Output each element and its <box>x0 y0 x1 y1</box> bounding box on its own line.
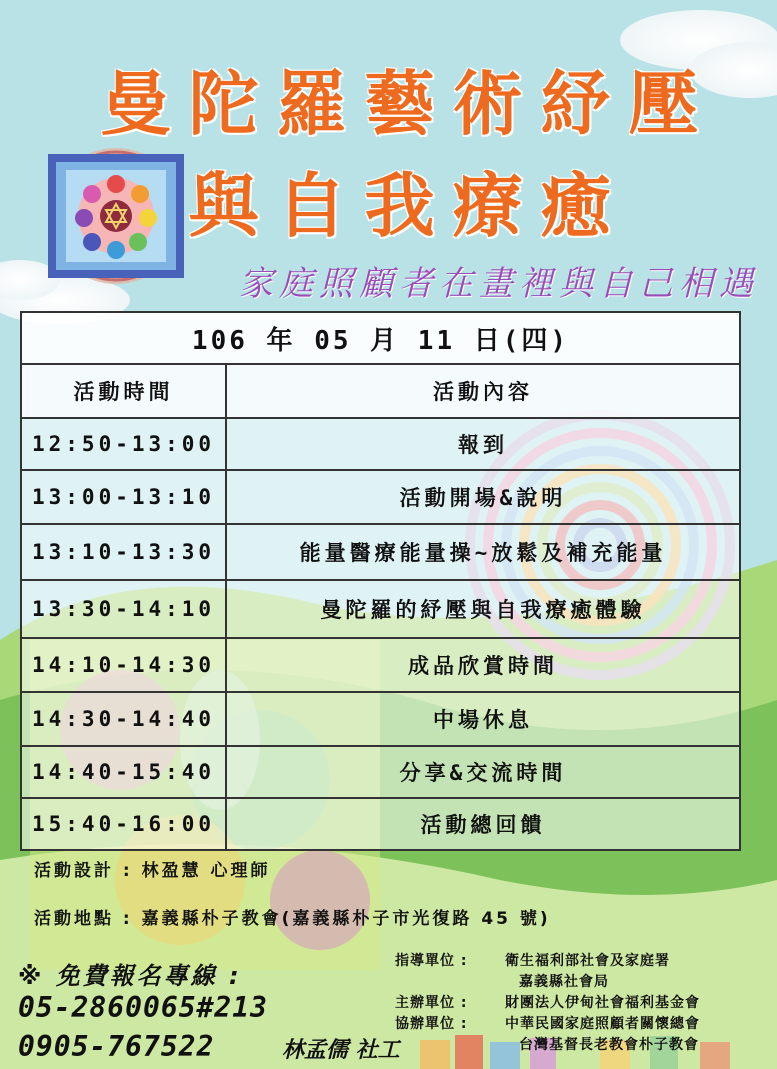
content-cell: 活動開場&說明 <box>226 470 740 524</box>
time-cell: 15:40-16:00 <box>21 798 226 850</box>
time-cell: 14:40-15:40 <box>21 746 226 798</box>
table-row <box>21 418 740 470</box>
table-row <box>21 692 740 746</box>
host-value: 財團法人伊甸社會福利基金會 <box>505 995 700 1011</box>
organizers-block <box>395 951 700 1056</box>
phone-number-2[interactable]: 0905-767522 <box>18 1030 215 1063</box>
time-cell: 13:00-13:10 <box>21 470 226 524</box>
host-label: 主辦單位 : <box>395 995 468 1011</box>
registration-label: ※ 免費報名專線 : <box>18 962 242 990</box>
content-cell: 成品欣賞時間 <box>226 638 740 692</box>
time-cell: 12:50-13:00 <box>21 418 226 470</box>
guide-value: 衛生福利部社會及家庭署 <box>505 953 670 969</box>
table-row <box>21 638 740 692</box>
title-line-1: 曼陀羅藝術紓壓 <box>100 62 717 145</box>
co-organizer-value-2: 台灣基督長老教會朴子教會 <box>519 1037 699 1053</box>
time-cell: 13:30-14:10 <box>21 580 226 638</box>
content-cell: 能量醫療能量操~放鬆及補充能量 <box>226 524 740 580</box>
co-organizer-value: 中華民國家庭照顧者關懷總會 <box>505 1016 700 1032</box>
column-header-content: 活動內容 <box>226 364 740 418</box>
co-organizer-label: 協辦單位 : <box>395 1016 468 1032</box>
content-cell: 曼陀羅的紓壓與自我療癒體驗 <box>226 580 740 638</box>
content-cell: 活動總回饋 <box>226 798 740 850</box>
subtitle: 家庭照顧者在畫裡與自己相遇 <box>239 264 759 304</box>
table-row <box>21 580 740 638</box>
table-row <box>21 524 740 580</box>
schedule-table <box>20 311 741 851</box>
activity-location: 活動地點 : 嘉義縣朴子教會(嘉義縣朴子市光復路 45 號) <box>34 909 551 929</box>
time-cell: 14:10-14:30 <box>21 638 226 692</box>
time-cell: 13:10-13:30 <box>21 524 226 580</box>
table-row <box>21 798 740 850</box>
table-row <box>21 746 740 798</box>
event-date: 106 年 05 月 11 日(四) <box>21 312 740 364</box>
title-line-2: 與自我療癒 <box>188 164 629 247</box>
content-cell: 報到 <box>226 418 740 470</box>
guide-label: 指導單位 : <box>395 953 468 969</box>
activity-designer: 活動設計 : 林盈慧 心理師 <box>34 861 271 881</box>
guide-value-2: 嘉義縣社會局 <box>519 974 609 990</box>
time-cell: 14:30-14:40 <box>21 692 226 746</box>
contact-person: 林孟儒 社工 <box>282 1038 400 1063</box>
column-header-time: 活動時間 <box>21 364 226 418</box>
phone-number-1[interactable]: 05-2860065#213 <box>18 991 269 1024</box>
content-cell: 分享&交流時間 <box>226 746 740 798</box>
content-cell: 中場休息 <box>226 692 740 746</box>
table-row <box>21 470 740 524</box>
